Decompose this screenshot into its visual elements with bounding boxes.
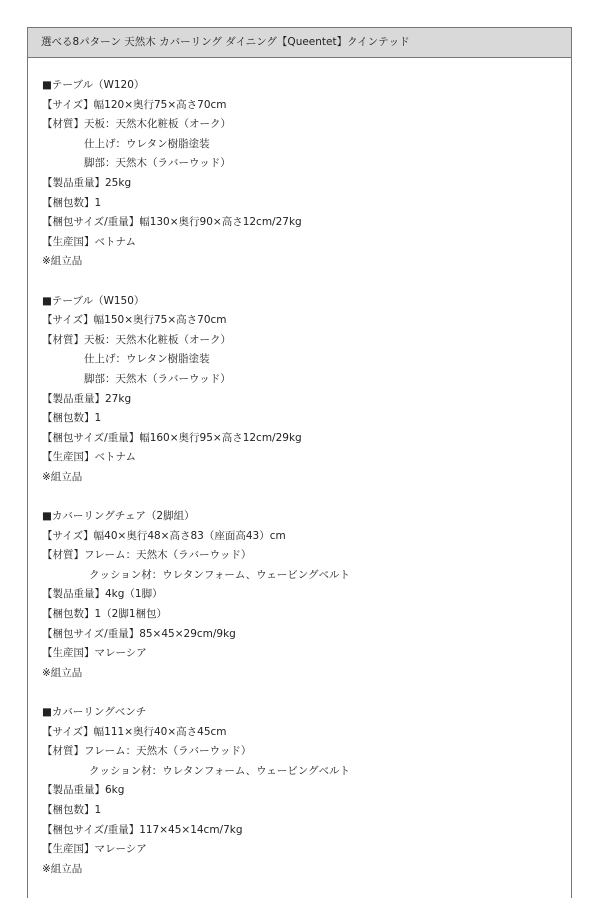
- spec-line: 【梱包サイズ/重量】幅160×奥行95×高さ12cm/29kg: [42, 431, 302, 444]
- spec-line: 仕上げ：ウレタン樹脂塗装: [84, 137, 210, 150]
- spec-line: 脚部：天然木（ラバーウッド）: [84, 157, 231, 170]
- spec-line: 【生産国】ベトナム: [42, 451, 136, 464]
- spec-section: [42, 507, 571, 683]
- spec-line: ※組立品: [42, 666, 83, 679]
- spec-line: ※組立品: [42, 255, 83, 268]
- spec-line: クッション材：ウレタンフォーム、ウェービングベルト: [89, 568, 351, 581]
- spec-line: 【材質】天板：天然木化粧板（オーク）: [42, 333, 231, 346]
- spec-line: 【生産国】ベトナム: [42, 235, 136, 248]
- spec-line: ※組立品: [42, 470, 83, 483]
- spec-section: [42, 703, 571, 879]
- spec-line: 【サイズ】幅120×奥行75×高さ70cm: [42, 98, 227, 111]
- spec-line: 【梱包数】1: [42, 803, 102, 816]
- spec-line: ■カバーリングベンチ: [42, 706, 147, 718]
- spec-line: ■カバーリングチェア（2脚組）: [42, 510, 195, 523]
- spec-line: 【材質】天板：天然木化粧板（オーク）: [42, 118, 231, 131]
- spec-frame: [27, 27, 572, 898]
- spec-section: [42, 292, 571, 488]
- spec-line: ■テーブル（W150）: [42, 294, 145, 307]
- spec-line: ※組立品: [42, 862, 83, 875]
- spec-line: 【材質】フレーム：天然木（ラバーウッド）: [42, 549, 252, 562]
- spec-line: 【サイズ】幅40×奥行48×高さ83（座面高43）cm: [42, 529, 286, 542]
- spec-line: 【梱包数】1: [42, 412, 102, 425]
- spec-line: 【製品重量】4kg（1脚）: [42, 588, 163, 601]
- spec-line: 仕上げ：ウレタン樹脂塗装: [84, 353, 210, 366]
- spec-line: 【梱包数】1（2脚1梱包）: [42, 608, 168, 621]
- spec-line: 【材質】フレーム：天然木（ラバーウッド）: [42, 745, 252, 758]
- spec-line: 【生産国】マレーシア: [42, 843, 147, 856]
- spec-line: 【製品重量】25kg: [42, 176, 132, 189]
- spec-line: 【製品重量】6kg: [42, 784, 125, 797]
- spec-header-title: 選べる8パターン 天然木 カバーリング ダイニング【Queentet】クインテッド: [28, 28, 571, 58]
- spec-line: 【サイズ】幅150×奥行75×高さ70cm: [42, 314, 227, 327]
- spec-line: 【梱包サイズ/重量】幅130×奥行90×高さ12cm/27kg: [42, 216, 302, 229]
- spec-line: 【サイズ】幅111×奥行40×高さ45cm: [42, 725, 227, 738]
- spec-line: 【梱包サイズ/重量】117×45×14cm/7kg: [42, 823, 243, 836]
- spec-line: 脚部：天然木（ラバーウッド）: [84, 372, 231, 385]
- spec-line: 【梱包数】1: [42, 196, 102, 209]
- spec-content: [28, 58, 571, 879]
- spec-line: 【生産国】マレーシア: [42, 647, 147, 660]
- spec-line: 【梱包サイズ/重量】85×45×29cm/9kg: [42, 627, 236, 640]
- spec-line: クッション材：ウレタンフォーム、ウェービングベルト: [89, 764, 351, 777]
- spec-line: 【製品重量】27kg: [42, 392, 132, 405]
- spec-line: ■テーブル（W120）: [42, 79, 145, 91]
- spec-section: [42, 76, 571, 272]
